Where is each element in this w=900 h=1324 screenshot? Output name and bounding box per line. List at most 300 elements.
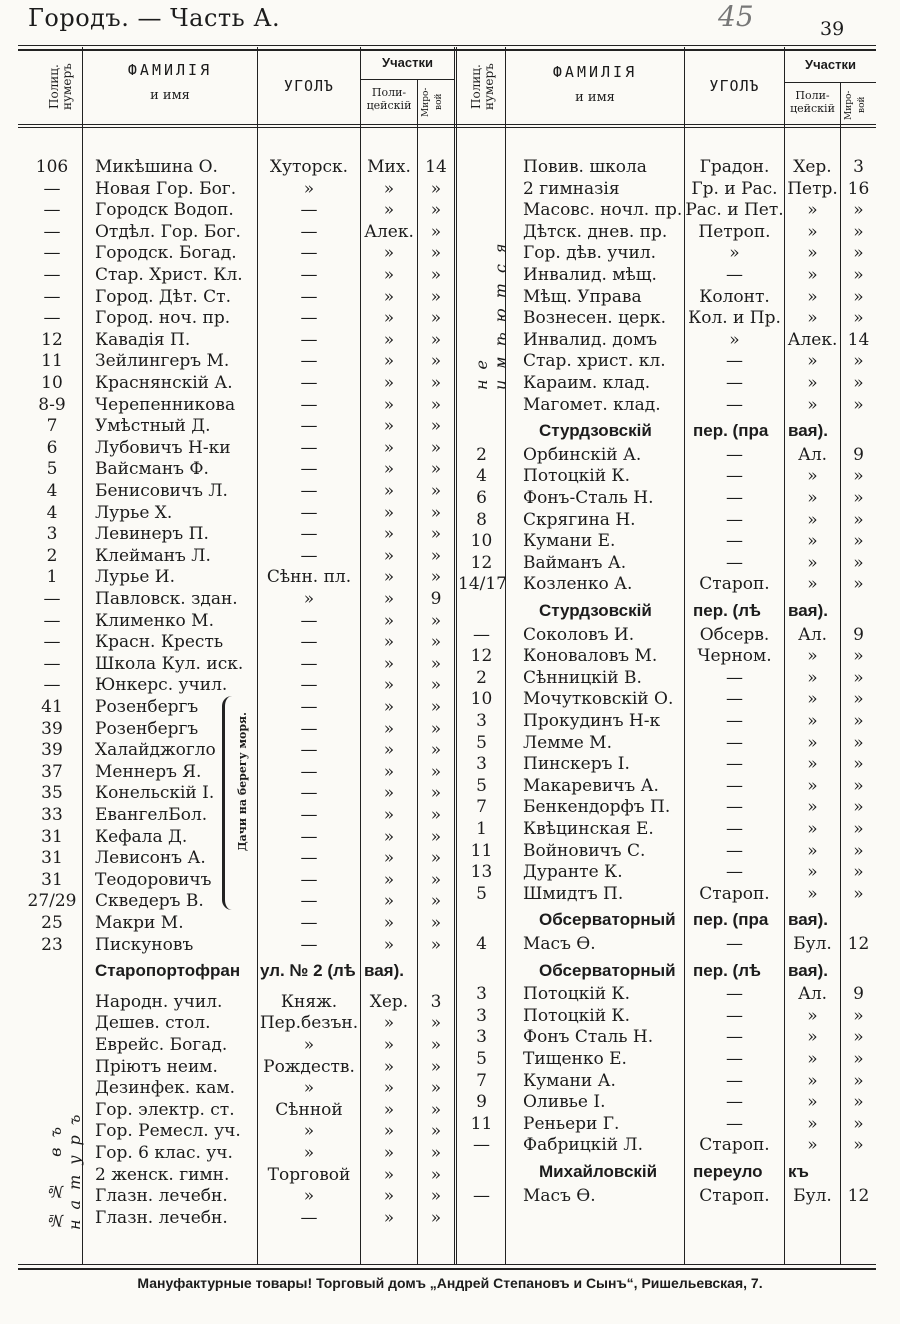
cell-num: 33 (41, 805, 63, 825)
section-street: Стурдзовскій (539, 421, 652, 440)
cell-pol: » (807, 466, 818, 486)
cell-pol: » (383, 330, 395, 350)
cell-num: 5 (476, 776, 487, 796)
section-heading (0, 909, 900, 930)
cell-name: Оливье І. (523, 1092, 606, 1112)
cell-name: Соколовъ И. (523, 625, 635, 645)
table-row (0, 711, 900, 732)
cell-pol: » (383, 438, 395, 458)
cell-corner: — (726, 841, 743, 861)
cell-corner: — (300, 805, 318, 825)
cell-mir: » (430, 330, 442, 350)
cell-name: Гор. электр. ст. (95, 1100, 235, 1120)
cell-mir: » (853, 646, 864, 666)
table-row (0, 984, 900, 1005)
cell-pol: » (807, 200, 818, 220)
cell-name: Пинскеръ І. (523, 754, 630, 774)
cell-num: 4 (46, 503, 58, 523)
cell-corner: — (726, 984, 743, 1004)
cell-corner: — (300, 330, 318, 350)
col-header-surname-sub-right: и имя (575, 90, 615, 105)
cell-pol: » (383, 1165, 395, 1185)
table-row (0, 1114, 900, 1135)
cell-corner: — (300, 200, 318, 220)
table-row (0, 1186, 900, 1207)
cell-mir: » (430, 481, 442, 501)
cell-num: 5 (476, 884, 487, 904)
cell-mir: » (430, 1165, 442, 1185)
side-label-left: №№ въ натуръ (46, 1104, 84, 1230)
section-corner: пер. (лѣ (693, 601, 761, 620)
cell-pol: » (807, 287, 818, 307)
cell-mir: » (430, 373, 442, 393)
cell-num: 7 (476, 797, 487, 817)
cell-name: Фабрицкій Л. (523, 1135, 644, 1155)
cell-mir: » (853, 531, 864, 551)
table-row (0, 574, 900, 595)
cell-mir: » (853, 1135, 864, 1155)
col-header-police-district: Поли-цейскій (366, 86, 412, 112)
cell-corner: — (300, 243, 318, 263)
cell-mir: » (853, 1049, 864, 1069)
cell-corner: » (303, 1186, 315, 1206)
cell-num: 6 (476, 488, 487, 508)
cell-pol: » (807, 553, 818, 573)
cell-mir: » (853, 797, 864, 817)
cell-num: 1 (46, 567, 58, 587)
cell-corner: — (726, 934, 743, 954)
cell-num: 4 (476, 466, 487, 486)
cell-name: Отдѣл. Гор. Бог. (95, 222, 241, 242)
cell-pol: » (383, 740, 395, 760)
cell-name: Орбинскій А. (523, 445, 642, 465)
cell-mir: » (853, 373, 864, 393)
cell-num: — (43, 632, 61, 652)
cell-pol: » (383, 567, 395, 587)
cell-num: 11 (470, 841, 493, 861)
cell-corner: Петроп. (698, 222, 771, 242)
cell-mir: » (430, 395, 442, 415)
table-row (0, 308, 900, 329)
cell-name: Кефала Д. (95, 827, 188, 847)
cell-corner: — (726, 373, 743, 393)
cell-corner: — (300, 438, 318, 458)
cell-mir: » (430, 675, 442, 695)
cell-name: 2 гимназія (523, 179, 620, 199)
cell-name: Гор. 6 клас. уч. (95, 1143, 233, 1163)
section-side: вая). (788, 601, 828, 620)
cell-num: 12 (470, 646, 493, 666)
cell-corner: — (726, 862, 743, 882)
table-row (0, 157, 900, 178)
cell-corner: — (300, 632, 318, 652)
cell-corner: — (300, 654, 318, 674)
cell-num: 2 (46, 546, 58, 566)
table-row (0, 819, 900, 840)
header-bottom-rule (18, 124, 876, 125)
section-side: къ (788, 1162, 809, 1181)
cell-pol: » (807, 574, 818, 594)
cell-pol: » (807, 646, 818, 666)
cell-name: Шмидтъ П. (523, 884, 624, 904)
cell-mir: 9 (853, 984, 864, 1004)
cell-mir: » (853, 1027, 864, 1047)
cell-corner: — (726, 1027, 743, 1047)
cell-corner: — (300, 503, 318, 523)
cell-pol: Ал. (797, 445, 828, 465)
cell-mir: » (853, 819, 864, 839)
cell-name: Скрягина Н. (523, 510, 636, 530)
section-heading (0, 960, 900, 981)
cell-mir: » (430, 438, 442, 458)
footer-advertisement: Мануфактурные товары! Торговый домъ „Андрей Степановъ и Сынъ“, Ришельевская, 7. (137, 1275, 763, 1291)
cell-name: Розенбергъ (95, 697, 199, 717)
cell-num: 7 (476, 1071, 487, 1091)
cell-pol: » (807, 1135, 818, 1155)
cell-pol: » (383, 481, 395, 501)
cell-name: Клейманъ Л. (95, 546, 211, 566)
cell-mir: » (853, 308, 864, 328)
cell-mir: » (430, 1121, 442, 1141)
cell-corner: Пер.безън. (259, 1013, 359, 1033)
cell-num: 5 (46, 459, 58, 479)
cell-name: Лемме М. (523, 733, 612, 753)
cell-corner: — (726, 510, 743, 530)
cell-corner: Хуторск. (269, 157, 349, 177)
cell-mir: » (430, 805, 442, 825)
cell-num: 3 (476, 1006, 487, 1026)
cell-num: 9 (476, 1092, 487, 1112)
header-bottom-rule-2 (18, 127, 876, 128)
cell-num: 3 (476, 754, 487, 774)
cell-name: Меннеръ Я. (95, 762, 202, 782)
cell-num: 27/29 (27, 891, 77, 911)
cell-pol: » (807, 1071, 818, 1091)
cell-corner: — (726, 531, 743, 551)
cell-corner: » (303, 589, 315, 609)
cell-num: 31 (41, 870, 63, 890)
cell-num: 37 (41, 762, 63, 782)
cell-mir: » (853, 395, 864, 415)
table-row (0, 395, 900, 416)
section-street: Михайловскій (539, 1162, 658, 1181)
cell-mir: » (430, 222, 442, 242)
cell-pol: Мих. (367, 157, 411, 177)
cell-num: 106 (35, 157, 69, 177)
cell-name: Стар. христ. кл. (523, 351, 666, 371)
cell-num: 11 (470, 1114, 493, 1134)
section-heading (0, 600, 900, 621)
cell-mir: » (853, 553, 864, 573)
cell-name: Школа Кул. иск. (95, 654, 244, 674)
cell-num: 4 (476, 934, 487, 954)
cell-mir: » (853, 287, 864, 307)
cell-corner: — (300, 697, 318, 717)
section-corner: пер. (пра (693, 421, 769, 440)
table-row (0, 531, 900, 552)
cell-name: Клименко М. (95, 611, 214, 631)
cell-name: Народн. учил. (95, 992, 223, 1012)
cell-corner: — (300, 287, 318, 307)
cell-name: Конельскій І. (95, 783, 215, 803)
cell-name: Караим. клад. (523, 373, 651, 393)
cell-pol: » (807, 531, 818, 551)
cell-corner: Княж. (280, 992, 338, 1012)
cell-pol: Ал. (797, 625, 828, 645)
cell-name: Микѣшина О. (95, 157, 218, 177)
cell-mir: » (430, 632, 442, 652)
cell-num: 31 (41, 848, 63, 868)
table-row (0, 689, 900, 710)
cell-pol: Алек. (364, 222, 414, 242)
cell-corner: — (300, 222, 318, 242)
cell-corner: — (726, 488, 743, 508)
cell-name: Кумани А. (523, 1071, 616, 1091)
cell-corner: Градон. (699, 157, 770, 177)
cell-mir: » (853, 243, 864, 263)
section-side: вая). (364, 961, 404, 980)
cell-name: Гор. дѣв. учил. (523, 243, 657, 263)
cell-pol: » (383, 589, 395, 609)
cell-name: Коноваловъ М. (523, 646, 658, 666)
cell-pol: » (383, 395, 395, 415)
cell-name: Глазн. лечебн. (95, 1186, 228, 1206)
cell-pol: » (383, 459, 395, 479)
table-row (0, 668, 900, 689)
cell-corner: — (300, 395, 318, 415)
cell-name: Тищенко Е. (523, 1049, 627, 1069)
col-header-corner-right: УГОЛЪ (709, 77, 760, 95)
cell-corner: — (726, 1071, 743, 1091)
cell-corner: — (300, 783, 318, 803)
cell-num: 3 (476, 1027, 487, 1047)
cell-mir: » (430, 351, 442, 371)
cell-mir: » (430, 179, 442, 199)
cell-corner: — (726, 754, 743, 774)
cell-num: 4 (46, 481, 58, 501)
cell-mir: 9 (853, 445, 864, 465)
cell-name: ЕвангелБол. (95, 805, 208, 825)
cell-pol: Хер. (793, 157, 832, 177)
cell-mir: » (430, 1035, 442, 1055)
cell-mir: » (853, 1071, 864, 1091)
cell-pol: » (807, 884, 818, 904)
table-row (0, 797, 900, 818)
cell-mir: » (853, 884, 864, 904)
cell-pol: » (383, 1208, 395, 1228)
cell-num: 8-9 (38, 395, 66, 415)
cell-mir: » (853, 574, 864, 594)
cell-corner: — (300, 827, 318, 847)
table-row (0, 466, 900, 487)
cell-name: Город. Дѣт. Ст. (95, 287, 231, 307)
cell-corner: Торговой (267, 1165, 351, 1185)
cell-pol: » (807, 1027, 818, 1047)
cell-corner: — (300, 373, 318, 393)
cell-pol: » (383, 870, 395, 890)
cell-name: Умѣстный Д. (95, 416, 211, 436)
cell-corner: — (726, 553, 743, 573)
section-heading (0, 420, 900, 441)
cell-pol: » (383, 827, 395, 847)
cell-pol: » (383, 1035, 395, 1055)
districts-rule-left (360, 79, 454, 80)
cell-corner: Колонт. (699, 287, 770, 307)
col-header-police-number-right: Полиц. нумеръ (469, 63, 496, 111)
cell-name: Лурье И. (95, 567, 176, 587)
cell-corner: » (303, 1035, 315, 1055)
table-row (0, 373, 900, 394)
cell-pol: » (383, 265, 395, 285)
section-side: вая). (788, 421, 828, 440)
cell-pol: » (383, 1078, 395, 1098)
cell-corner: — (300, 481, 318, 501)
table-row (0, 1071, 900, 1092)
cell-mir: » (430, 1057, 442, 1077)
table-row (0, 287, 900, 308)
cell-corner: — (300, 848, 318, 868)
cell-name: Лурье Х. (95, 503, 173, 523)
cell-pol: » (383, 1121, 395, 1141)
cell-num: — (43, 287, 61, 307)
cell-num: 11 (41, 351, 63, 371)
table-row (0, 1049, 900, 1070)
cell-corner: — (300, 416, 318, 436)
table-row (0, 733, 900, 754)
cell-pol: » (383, 675, 395, 695)
cell-pol: » (383, 1013, 395, 1033)
cell-corner: — (726, 711, 743, 731)
table-row (0, 934, 900, 955)
cell-pol: » (383, 416, 395, 436)
cell-corner: » (729, 243, 740, 263)
cell-mir: » (853, 1006, 864, 1026)
cell-pol: » (383, 654, 395, 674)
cell-num: — (43, 265, 61, 285)
table-row (0, 243, 900, 264)
cell-mir: » (430, 503, 442, 523)
cell-num: 23 (41, 935, 63, 955)
table-row (0, 179, 900, 200)
col-header-police-district-right: Поли-цейскій (790, 89, 835, 115)
cell-name: Реньери Г. (523, 1114, 620, 1134)
cell-corner: » (303, 179, 315, 199)
cell-mir: » (430, 719, 442, 739)
cell-pol: » (807, 841, 818, 861)
cell-mir: » (430, 243, 442, 263)
cell-name: Краснянскій А. (95, 373, 233, 393)
table-row (0, 330, 900, 351)
cell-corner: — (726, 668, 743, 688)
cell-num: — (43, 243, 61, 263)
cell-pol: » (807, 395, 818, 415)
cell-name: Теодоровичъ (95, 870, 212, 890)
cell-name: Пріютъ неим. (95, 1057, 218, 1077)
cell-pol: » (383, 351, 395, 371)
cell-mir: » (430, 524, 442, 544)
cell-corner: — (726, 689, 743, 709)
cell-corner: — (300, 762, 318, 782)
cell-num: 25 (41, 913, 63, 933)
cell-pol: » (807, 373, 818, 393)
cell-mir: 14 (425, 157, 447, 177)
cell-num: 3 (476, 711, 487, 731)
cell-mir: 14 (847, 330, 870, 350)
cell-corner: — (726, 1114, 743, 1134)
col-header-surname-sub: и имя (150, 88, 190, 103)
table-row (0, 1027, 900, 1048)
cell-pol: » (807, 1049, 818, 1069)
cell-corner: — (300, 913, 318, 933)
cell-name: Сѣнницкій В. (523, 668, 642, 688)
section-street: Обсерваторный (539, 961, 676, 980)
cell-name: Вайманъ А. (523, 553, 627, 573)
cell-corner: » (303, 1143, 315, 1163)
section-street: Старопортофран (95, 961, 241, 980)
cell-corner: — (300, 891, 318, 911)
cell-pol: » (383, 697, 395, 717)
cell-mir: » (853, 1092, 864, 1112)
section-street: Обсерваторный (539, 910, 676, 929)
cell-name: Квѣцинская Е. (523, 819, 654, 839)
handwritten-mark: 45 (718, 0, 754, 33)
cell-corner: » (303, 1078, 315, 1098)
table-row (0, 646, 900, 667)
cell-mir: 16 (847, 179, 870, 199)
cell-pol: » (807, 510, 818, 530)
cell-pol: » (383, 891, 395, 911)
cell-pol: » (807, 1114, 818, 1134)
cell-mir: » (430, 697, 442, 717)
col-header-districts-right: Участки (805, 57, 856, 72)
cell-corner: — (300, 1208, 318, 1228)
cell-pol: » (807, 689, 818, 709)
cell-mir: » (430, 762, 442, 782)
table-row (0, 488, 900, 509)
cell-corner: Обсерв. (699, 625, 770, 645)
cell-pol: Ал. (797, 984, 828, 1004)
cell-mir: » (430, 740, 442, 760)
section-corner: пер. (лѣ (693, 961, 761, 980)
cell-pol: » (383, 935, 395, 955)
table-row (0, 265, 900, 286)
cell-pol: » (383, 1100, 395, 1120)
cell-num: 5 (476, 1049, 487, 1069)
cell-name: Черепенникова (95, 395, 236, 415)
cell-corner: — (726, 797, 743, 817)
section-heading (0, 1161, 900, 1182)
cell-name: Макаревичъ А. (523, 776, 659, 796)
table-row (0, 1006, 900, 1027)
cell-pol: » (383, 1057, 395, 1077)
cell-mir: » (853, 711, 864, 731)
cell-name: 2 женск. гимн. (95, 1165, 230, 1185)
cell-num: — (473, 1135, 490, 1155)
cell-corner: — (726, 1006, 743, 1026)
table-row (0, 884, 900, 905)
cell-mir: » (853, 466, 864, 486)
section-side: вая). (788, 910, 828, 929)
cell-num: 7 (46, 416, 58, 436)
cell-pol: » (383, 373, 395, 393)
cell-num: — (473, 625, 490, 645)
table-row (0, 1208, 900, 1229)
cell-mir: » (430, 1143, 442, 1163)
cell-pol: » (383, 524, 395, 544)
cell-pol: » (807, 351, 818, 371)
cell-name: Потоцкій К. (523, 984, 630, 1004)
cell-name: Дешев. стол. (95, 1013, 211, 1033)
